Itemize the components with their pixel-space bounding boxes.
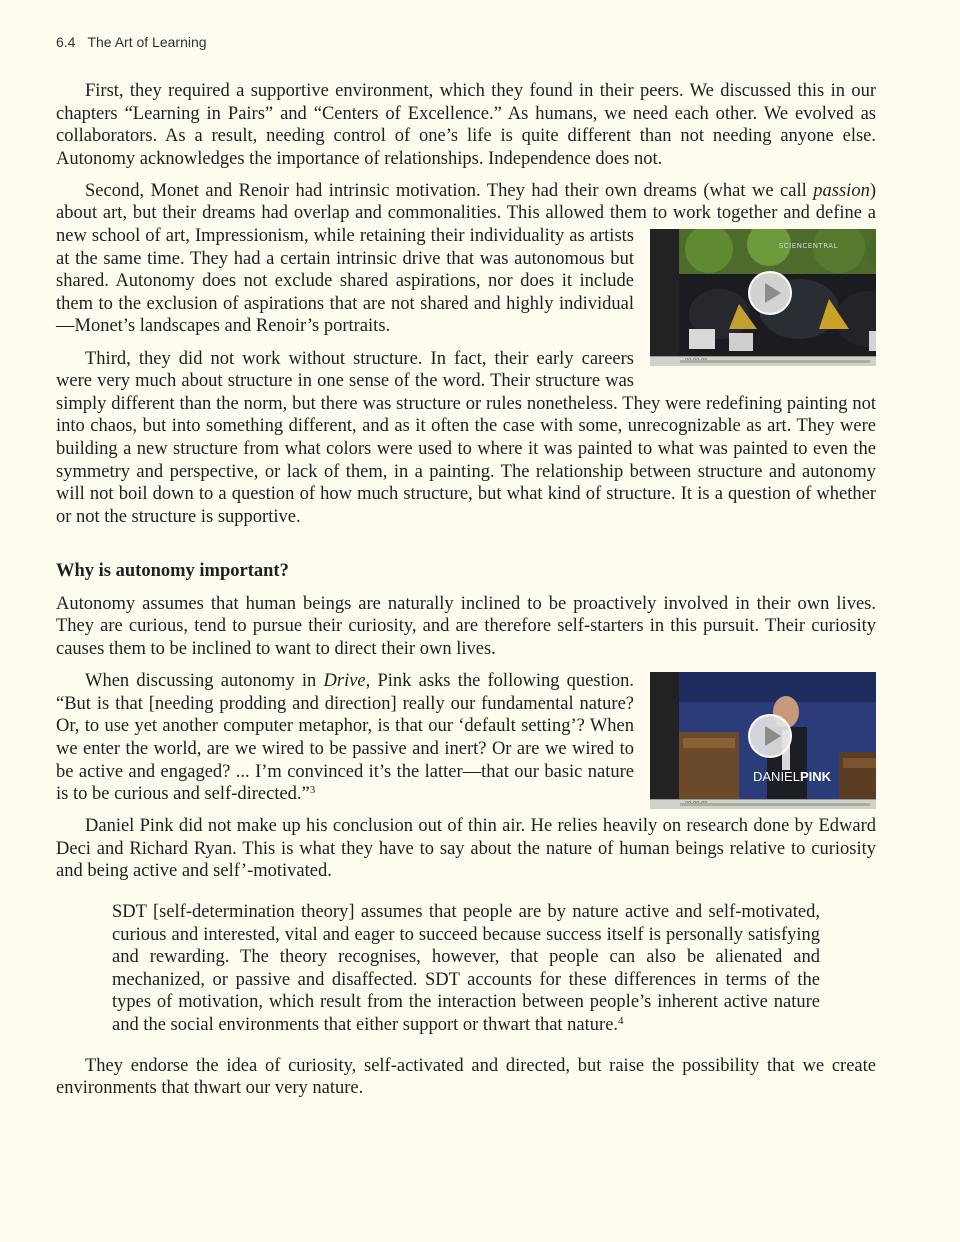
page-body xyxy=(56,80,876,1109)
paragraph-structure: Third, they did not work without structure. In fact, their early careers were very much about structure in one sense of the word. Their structure was simply different than the norm, but there was structure or rules nonetheless. They were redefining painting not into chaos, but into something different, and as it often the case with some, unrecognizable as art. They were building a new structure from what colors were used to where it was painted to what was painted to even the symmetry and perspective, or lack of them, in a painting. The relationship between structure and autonomy will not boil down to a question of how much structure, but what kind of structure. It is a question of whether or not the structure is supportive. xyxy=(56,348,876,527)
paragraph-supportive-environment: First, they required a supportive environment, which they found in their peers. We discussed this in our chapters “Learning in Pairs” and “Centers of Excellence.” As humans, we need each other. We evolved as collaborators. As a result, needing control of one’s life is quite different than not needing anyone else. Autonomy acknowledges the importance of relationships. Independence does not. xyxy=(56,81,876,169)
video-player-impressionism[interactable] xyxy=(650,229,876,366)
footnote-ref-3[interactable]: 3 xyxy=(309,784,316,797)
paragraph-deci-ryan: Daniel Pink did not make up his conclusion out of thin air. He relies heavily on research done by Edward Deci and Richard Ryan. This is what they have to say about the nature of human beings relative to curiosity and being active and self’-motivated. xyxy=(56,816,876,882)
video-controls[interactable] xyxy=(650,356,876,366)
paragraph-intrinsic-motivation: Second, Monet and Renoir had intrinsic motivation. They had their own dreams (what we call passion) about art, but their dreams had overlap and commonalities. This allowed them to work SCIENCENTRAL together and define a new school of art, Impressionism, while retaining their individuality as artists at the same time. They had a certain intrinsic drive that was autonomous but shared. Autonomy does not exclude shared aspirations, nor does it include them to the exclusion of aspirations that are not shared and highly individual—Monet’s landscapes and Renoir’s portraits. xyxy=(56,180,876,338)
book-title: The Art of Learning xyxy=(87,34,207,50)
video-seek-bar[interactable] xyxy=(680,360,870,363)
paragraph-conclusion: They endorse the idea of curiosity, self-activated and directed, but raise the possibility that we create environments that thwart our very nature. xyxy=(56,1055,876,1099)
block-quote: SDT [self-determination theory] assumes that people are by nature active and self-motivated, curious and interested, vital and eager to succeed because success itself is personally satisfying and rewarding. The theory recognises, however, that people can also be alienated and mechanized, or passive and disaffected. SDT accounts for these differences in terms of the types of motivation, which result from the interaction between people’s inherent active nature and the social environments that either support or thwart that nature.$^4$ xyxy=(112,902,820,1035)
video-player-daniel-pink[interactable] xyxy=(650,672,876,809)
footnote-ref-4[interactable]: 4 xyxy=(618,1014,624,1027)
paragraph-autonomy-assumes: Autonomy assumes that human beings are naturally inclined to be proactively involved in their own lives. They are curious, tend to pursue their curiosity, and are therefore self-starters in this pursuit. Their curiosity causes them to be inclined to want to direct their own lives. xyxy=(56,593,876,660)
section-heading: Why is autonomy important? xyxy=(56,561,289,582)
paragraph-tail: together and define a new school of art, Impressionism, while retaining their individuality as artists at the same time. They had a certain intrinsic drive that was autonomous but shared. Autonomy does not exclude shared aspirations, nor does it include them to the exclusion of aspirations that are not shared and highly individual—Monet’s landscapes and Renoir’s portraits. xyxy=(56,203,876,337)
video-brand: SCIENCENTRAL xyxy=(778,242,838,251)
speaker-label: DANIELPINK xyxy=(753,769,832,785)
video-controls[interactable] xyxy=(650,799,876,809)
running-header xyxy=(56,34,207,50)
play-icon[interactable] xyxy=(748,714,792,758)
page-number: 6.4 xyxy=(56,34,76,50)
play-icon[interactable] xyxy=(748,271,792,315)
video-seek-bar[interactable] xyxy=(680,803,870,806)
paragraph-continued: ) about art, but their dreams had overlap and commonalities. This allowed them to work xyxy=(56,180,876,224)
paragraph-pink-question: DANIELPINK When discussing autonomy in Drive, Pink asks the following question. “But is that [needing prodding and direction] really our fundamental nature? Or, to use yet another computer metaphor, is that our ‘default setting’? When we enter the world, are we wired to be passive and inert? Or are we wired to be active and engaged? ... I’m convinced it’s the latter—that our basic nature is to be curious and self-directed.”$^3$ xyxy=(56,670,876,806)
